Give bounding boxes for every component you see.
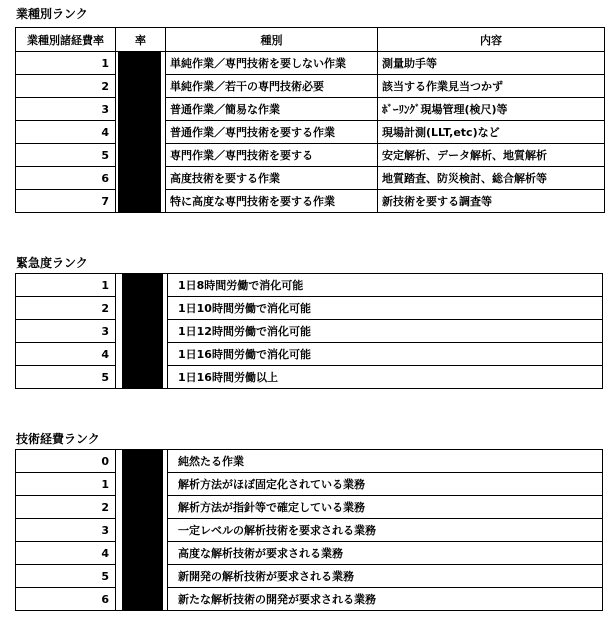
table-row xyxy=(16,167,605,190)
rank-cell: 2 xyxy=(16,75,116,98)
content-cell: 安定解析、データ解析、地質解析 xyxy=(378,144,605,167)
redacted-rate-column xyxy=(116,52,166,213)
type-cell: 普通作業／簡易な作業 xyxy=(166,98,378,121)
content-cell: 純然たる作業 xyxy=(168,450,603,473)
rank-cell: 3 xyxy=(16,320,116,343)
urgency-rank-table xyxy=(15,273,603,389)
table-row xyxy=(16,496,603,519)
content-cell: 解析方法が指針等で確定している業務 xyxy=(168,496,603,519)
content-cell: 現場計測(LLT,etc)など xyxy=(378,121,605,144)
section-title-urgency-rank: 緊急度ランク xyxy=(16,256,88,270)
content-cell: 1日16時間労働で消化可能 xyxy=(168,343,603,366)
table-row xyxy=(16,190,605,213)
header-type: 種別 xyxy=(166,28,378,52)
table-row xyxy=(16,473,603,496)
content-cell: 地質踏査、防災検討、総合解析等 xyxy=(378,167,605,190)
content-cell: 1日16時間労働以上 xyxy=(168,366,603,389)
content-cell: 新たな解析技術の開発が要求される業務 xyxy=(168,588,603,611)
table-row xyxy=(16,519,603,542)
tech-cost-rank-table xyxy=(15,449,603,611)
rank-cell: 1 xyxy=(16,473,116,496)
table-row xyxy=(16,121,605,144)
rank-cell: 6 xyxy=(16,588,116,611)
rank-cell: 5 xyxy=(16,366,116,389)
rank-cell: 2 xyxy=(16,496,116,519)
content-cell: ﾎﾞｰﾘﾝｸﾞ現場管理(検尺)等 xyxy=(378,98,605,121)
rank-cell: 3 xyxy=(16,98,116,121)
rank-cell: 4 xyxy=(16,343,116,366)
table-row xyxy=(16,366,603,389)
type-cell: 特に高度な専門技術を要する作業 xyxy=(166,190,378,213)
table-row xyxy=(16,144,605,167)
content-cell: 測量助手等 xyxy=(378,52,605,75)
rank-cell: 0 xyxy=(16,450,116,473)
rank-cell: 5 xyxy=(16,144,116,167)
redacted-rate-column xyxy=(116,450,168,611)
type-cell: 単純作業／専門技術を要しない作業 xyxy=(166,52,378,75)
table-row xyxy=(16,274,603,297)
header-industry-rate: 業種別諸経費率 xyxy=(16,28,116,52)
table-row xyxy=(16,52,605,75)
table-row xyxy=(16,542,603,565)
content-cell: 1日8時間労働で消化可能 xyxy=(168,274,603,297)
redacted-rate-column xyxy=(116,274,168,389)
rank-cell: 2 xyxy=(16,297,116,320)
table-row xyxy=(16,343,603,366)
type-cell: 高度技術を要する作業 xyxy=(166,167,378,190)
content-cell: 一定レベルの解析技術を要求される業務 xyxy=(168,519,603,542)
type-cell: 専門作業／専門技術を要する xyxy=(166,144,378,167)
content-cell: 新開発の解析技術が要求される業務 xyxy=(168,565,603,588)
content-cell: 1日10時間労働で消化可能 xyxy=(168,297,603,320)
header-content: 内容 xyxy=(378,28,605,52)
rank-cell: 4 xyxy=(16,121,116,144)
redaction-block xyxy=(118,52,161,213)
redaction-block xyxy=(122,274,163,389)
rank-cell: 1 xyxy=(16,274,116,297)
rank-cell: 5 xyxy=(16,565,116,588)
header-rate: 率 xyxy=(116,28,166,52)
rank-cell: 4 xyxy=(16,542,116,565)
table-row xyxy=(16,588,603,611)
section-title-tech-cost-rank: 技術経費ランク xyxy=(16,432,100,446)
redaction-block xyxy=(122,450,163,611)
table-row xyxy=(16,98,605,121)
content-cell: 1日12時間労働で消化可能 xyxy=(168,320,603,343)
rank-cell: 1 xyxy=(16,52,116,75)
content-cell: 高度な解析技術が要求される業務 xyxy=(168,542,603,565)
table-row xyxy=(16,565,603,588)
rank-cell: 6 xyxy=(16,167,116,190)
table-row xyxy=(16,75,605,98)
type-cell: 単純作業／若干の専門技術必要 xyxy=(166,75,378,98)
table-header-row xyxy=(16,28,605,52)
content-cell: 解析方法がほぼ固定化されている業務 xyxy=(168,473,603,496)
table-row xyxy=(16,450,603,473)
section-title-industry-rank: 業種別ランク xyxy=(16,7,88,21)
content-cell: 新技術を要する調査等 xyxy=(378,190,605,213)
content-cell: 該当する作業見当つかず xyxy=(378,75,605,98)
rank-cell: 7 xyxy=(16,190,116,213)
table-row xyxy=(16,297,603,320)
rank-cell: 3 xyxy=(16,519,116,542)
table-row xyxy=(16,320,603,343)
industry-rank-table xyxy=(15,27,605,213)
type-cell: 普通作業／専門技術を要する作業 xyxy=(166,121,378,144)
